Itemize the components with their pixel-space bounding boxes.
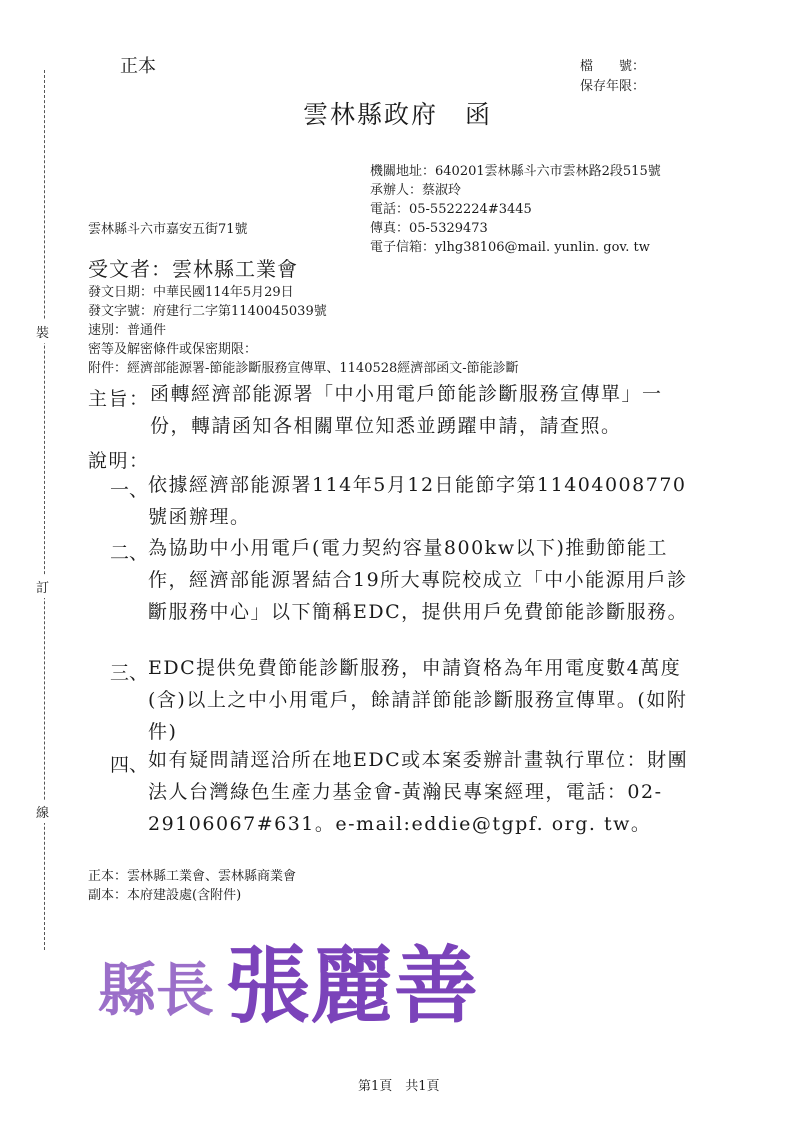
page-number: 第1頁 共1頁: [358, 1079, 440, 1094]
item-number: 四、: [110, 754, 149, 776]
sender-phone: 電話：05-5522224#3445: [370, 202, 532, 217]
item-text: 為協助中小用電戶(電力契約容量800kw以下)推動節能工作，經濟部能源署結合19所大專院校成立「中小能源用戶診斷服務中心」以下簡稱EDC，提供用戶免費節能診斷服務。: [148, 537, 689, 623]
attachments: 附件：經濟部能源署-節能診斷服務宣傳單、1140528經濟部函文-節能診斷: [88, 361, 519, 376]
speed-class: 速別：普通件: [88, 323, 167, 338]
file-number-label: 檔 號：: [580, 59, 646, 74]
binding-char-ding: 訂: [36, 575, 49, 598]
distribution-copy: 副本：本府建設處(含附件): [88, 888, 242, 903]
issue-date: 發文日期：中華民國114年5月29日: [88, 285, 294, 300]
sender-address: 機關地址：640201雲林縣斗六市雲林路2段515號: [370, 164, 661, 179]
binding-char-xian: 線: [36, 800, 49, 823]
item-text: 如有疑問請逕洽所在地EDC或本案委辦計畫執行單位：財團法人台灣綠色生產力基金會-黃瀚民專案經理，電話：02-29106067#631。e-mail:eddie@tgpf. org. tw。: [148, 749, 689, 835]
recipient: 受文者：雲林縣工業會: [88, 257, 298, 281]
magistrate-signature-stamp: [96, 930, 516, 1030]
sender-fax: 傳真：05-5329473: [370, 221, 488, 236]
item-text: 依據經濟部能源署114年5月12日能節字第11404008770號函辦理。: [148, 474, 687, 528]
item-text: EDC提供免費節能診斷服務，申請資格為年用電度數4萬度(含)以上之中小用電戶，餘請詳節能診斷服務宣傳單。(如附件): [148, 657, 688, 743]
explanation-label: 說明：: [88, 450, 150, 472]
signature-name: 張麗善: [226, 936, 479, 1030]
sender-handler: 承辦人：蔡淑玲: [370, 183, 462, 198]
sender-email: 電子信箱：ylhg38106@mail. yunlin. gov. tw: [370, 240, 650, 255]
subject-label: 主旨：: [88, 388, 150, 410]
security-class: 密等及解密條件或保密期限：: [88, 342, 258, 357]
subject-text: 函轉經濟部能源署「中小用電戶節能診斷服務宣傳單」一份，轉請函知各相關單位知悉並踴躍申請，請查照。: [150, 383, 663, 437]
signature-title: 縣長: [98, 956, 215, 1024]
recipient-address: 雲林縣斗六市嘉安五街71號: [88, 222, 248, 237]
item-number: 三、: [110, 662, 149, 684]
copy-mark: 正本: [120, 56, 156, 77]
document-title: 雲林縣政府 函: [303, 100, 493, 129]
item-number: 一、: [110, 479, 149, 501]
reference-number: 發文字號：府建行二字第1140045039號: [88, 304, 327, 319]
item-number: 二、: [110, 542, 149, 564]
binding-char-zhuang: 裝: [36, 320, 49, 343]
retention-label: 保存年限：: [580, 79, 646, 94]
distribution-original: 正本：雲林縣工業會、雲林縣商業會: [88, 869, 297, 884]
